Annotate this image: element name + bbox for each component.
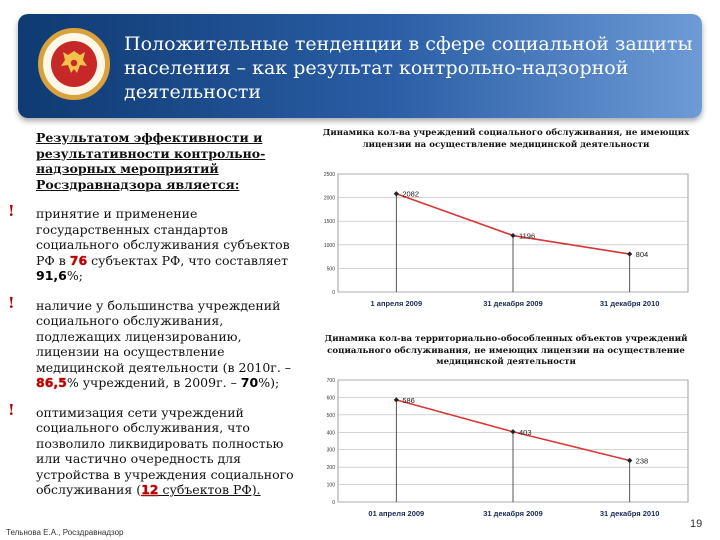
chart-2-title: Динамика кол-ва территориально-обособленных объектов учреждений социального обслуживания, не имеющих лицензии на осуществление медицинской деятельности: [324, 334, 688, 367]
coat-of-arms-icon: [38, 28, 110, 100]
bullet-mark: !: [8, 293, 15, 312]
list-item: ! оптимизация сети учреждений социального обслуживания, что позволило ликвидировать полностью или частично очередность для устройства в учреждения социального обслуживания (12 субъектов РФ).: [8, 400, 294, 497]
highlight-value: 70: [240, 375, 259, 390]
y-tick-label: 1000: [323, 242, 335, 249]
highlight-value: 12: [141, 482, 159, 497]
y-tick-label: 2500: [323, 172, 335, 178]
footer-author: Тельнова Е.А., Росздравнадзор: [6, 528, 124, 537]
list-item: ! принятие и применение государственных стандартов социального обслуживания субъектов РФ в 76 субъектах РФ, что составляет 91,6%;: [8, 202, 290, 283]
chart-1-title: Динамика кол-ва учреждений социального обслуживания, не имеющих лицензии на осуществление медицинской деятельности: [322, 128, 690, 150]
highlight-value: 86,5: [36, 375, 67, 390]
bullet-mark: !: [8, 202, 15, 220]
chart-2: [316, 374, 692, 526]
x-tick-label: 1 апреля 2009: [370, 299, 423, 308]
y-tick-label: 200: [326, 465, 335, 472]
y-tick-label: 600: [326, 395, 335, 402]
data-label: 403: [519, 427, 532, 437]
findings-panel: [4, 130, 304, 498]
y-tick-label: 0: [332, 500, 335, 506]
x-tick-label: 01 апреля 2009: [368, 509, 425, 518]
y-tick-label: 400: [326, 430, 335, 437]
y-tick-label: 300: [326, 447, 335, 454]
y-tick-label: 500: [326, 266, 335, 273]
highlight-value: 91,6: [36, 268, 67, 283]
data-label: 1196: [519, 231, 536, 241]
data-label: 238: [635, 456, 649, 466]
y-tick-label: 700: [326, 378, 335, 384]
y-tick-label: 0: [332, 290, 335, 296]
y-tick-label: 2000: [323, 195, 335, 202]
x-tick-label: 31 декабря 2009: [483, 509, 543, 518]
data-label: 586: [402, 395, 415, 405]
x-tick-label: 31 декабря 2010: [599, 299, 660, 308]
slide-title: Положительные тенденции в сфере социальной защиты населения – как результат контрольно-надзорной деятельности: [124, 33, 693, 103]
chart-1: [316, 166, 692, 316]
data-label: 2082: [402, 189, 420, 199]
x-tick-label: 31 декабря 2010: [599, 509, 660, 518]
data-label: 804: [635, 250, 649, 260]
highlight-value: 76: [69, 252, 88, 268]
x-tick-label: 31 декабря 2009: [483, 299, 543, 308]
page-number: 19: [690, 518, 703, 530]
list-item: ! наличие у большинства учреждений социального обслуживания, подлежащих лицензированию, лицензии на осуществление медицинской деятельности (в 2010г. – 86,5% учреждений, в 2009г. – 70%);: [8, 293, 292, 390]
intro-text: Результатом эффективности и результативности контрольно-надзорных мероприятий Росздравнадзора является:: [36, 130, 266, 192]
slide-header: [18, 14, 702, 118]
bullet-mark: !: [8, 400, 15, 419]
y-tick-label: 1500: [323, 219, 335, 226]
y-tick-label: 500: [326, 412, 335, 419]
y-tick-label: 100: [326, 482, 335, 489]
